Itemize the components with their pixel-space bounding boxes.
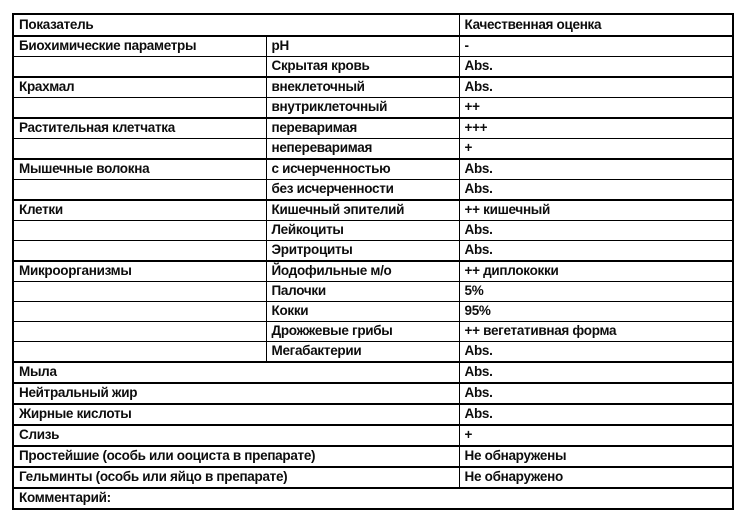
value-cell: Abs. xyxy=(459,57,733,78)
param-cell: Мыла xyxy=(13,362,459,383)
param-cell xyxy=(13,221,266,241)
value-cell: Abs. xyxy=(459,362,733,383)
table-row xyxy=(13,139,733,160)
param-cell xyxy=(13,139,266,160)
value-cell: 95% xyxy=(459,302,733,322)
value-cell: Abs. xyxy=(459,241,733,262)
value-cell: + xyxy=(459,425,733,446)
sub-param-cell: внеклеточный xyxy=(266,77,459,98)
value-cell: ++ кишечный xyxy=(459,200,733,221)
sub-param-cell: Палочки xyxy=(266,282,459,302)
param-cell xyxy=(13,322,266,342)
param-cell: Клетки xyxy=(13,200,266,221)
table-row xyxy=(13,221,733,241)
param-cell xyxy=(13,98,266,119)
param-cell: Биохимические параметры xyxy=(13,36,266,57)
sub-param-cell: Скрытая кровь xyxy=(266,57,459,78)
table-row xyxy=(13,180,733,201)
table-row xyxy=(13,425,733,446)
value-cell: Не обнаружено xyxy=(459,467,733,488)
sub-param-cell: pH xyxy=(266,36,459,57)
param-cell xyxy=(13,180,266,201)
sub-param-cell: без исчерченности xyxy=(266,180,459,201)
value-cell: Abs. xyxy=(459,159,733,180)
param-cell: Крахмал xyxy=(13,77,266,98)
param-cell xyxy=(13,302,266,322)
table-row xyxy=(13,467,733,488)
comment-cell: Комментарий: xyxy=(13,488,733,509)
sub-param-cell: непереваримая xyxy=(266,139,459,160)
value-cell: - xyxy=(459,36,733,57)
param-cell xyxy=(13,342,266,363)
stool-analysis-table xyxy=(12,13,734,510)
param-cell: Простейшие (особь или ооциста в препарате) xyxy=(13,446,459,467)
value-cell: ++ диплококки xyxy=(459,261,733,282)
header-assessment: Качественная оценка xyxy=(459,14,733,36)
value-cell: Не обнаружены xyxy=(459,446,733,467)
table-row xyxy=(13,159,733,180)
table-row xyxy=(13,98,733,119)
sub-param-cell: Кокки xyxy=(266,302,459,322)
sub-param-cell: Дрожжевые грибы xyxy=(266,322,459,342)
table-row xyxy=(13,36,733,57)
table-row xyxy=(13,362,733,383)
table-row xyxy=(13,404,733,425)
table-row xyxy=(13,302,733,322)
table-row xyxy=(13,241,733,262)
table-row xyxy=(13,57,733,78)
table-row xyxy=(13,383,733,404)
value-cell: ++ вегетативная форма xyxy=(459,322,733,342)
param-cell xyxy=(13,241,266,262)
param-cell: Микроорганизмы xyxy=(13,261,266,282)
param-cell xyxy=(13,282,266,302)
param-cell: Мышечные волокна xyxy=(13,159,266,180)
value-cell: Abs. xyxy=(459,383,733,404)
value-cell: Abs. xyxy=(459,180,733,201)
table-row xyxy=(13,282,733,302)
sub-param-cell: с исчерченностью xyxy=(266,159,459,180)
header-indicator: Показатель xyxy=(13,14,459,36)
table-row xyxy=(13,118,733,139)
value-cell: +++ xyxy=(459,118,733,139)
table-row xyxy=(13,488,733,509)
sub-param-cell: Эритроциты xyxy=(266,241,459,262)
param-cell xyxy=(13,57,266,78)
table-row xyxy=(13,342,733,363)
param-cell: Гельминты (особь или яйцо в препарате) xyxy=(13,467,459,488)
table-row xyxy=(13,446,733,467)
value-cell: ++ xyxy=(459,98,733,119)
value-cell: Abs. xyxy=(459,221,733,241)
table-row xyxy=(13,77,733,98)
sub-param-cell: Мегабактерии xyxy=(266,342,459,363)
sub-param-cell: Йодофильные м/о xyxy=(266,261,459,282)
param-cell: Растительная клетчатка xyxy=(13,118,266,139)
value-cell: Abs. xyxy=(459,77,733,98)
table-row xyxy=(13,261,733,282)
table-row xyxy=(13,322,733,342)
sub-param-cell: внутриклеточный xyxy=(266,98,459,119)
param-cell: Слизь xyxy=(13,425,459,446)
value-cell: 5% xyxy=(459,282,733,302)
table-row xyxy=(13,200,733,221)
sub-param-cell: Кишечный эпителий xyxy=(266,200,459,221)
table-header-row xyxy=(13,14,733,36)
value-cell: Abs. xyxy=(459,404,733,425)
sub-param-cell: Лейкоциты xyxy=(266,221,459,241)
value-cell: Abs. xyxy=(459,342,733,363)
param-cell: Нейтральный жир xyxy=(13,383,459,404)
value-cell: + xyxy=(459,139,733,160)
param-cell: Жирные кислоты xyxy=(13,404,459,425)
sub-param-cell: переваримая xyxy=(266,118,459,139)
